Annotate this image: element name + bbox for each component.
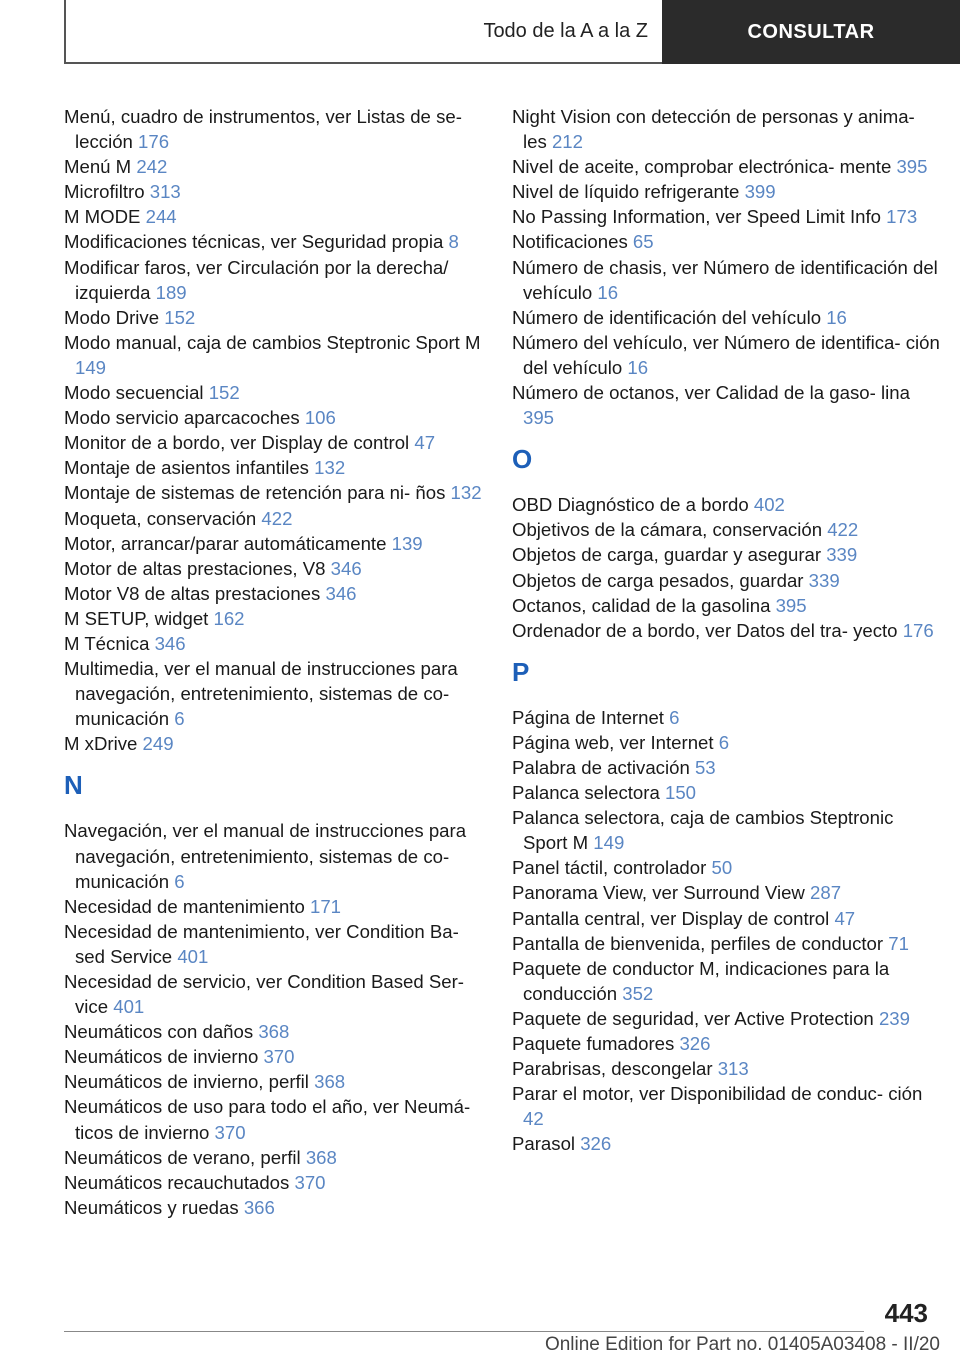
- index-entry: [512, 517, 942, 542]
- page-link[interactable]: 402: [753, 494, 785, 516]
- page-link[interactable]: 401: [113, 996, 145, 1018]
- index-term: No Passing Information, ver Speed Limit Info: [512, 206, 887, 228]
- index-letter-heading: P: [512, 656, 530, 687]
- index-term: Página de Internet: [512, 706, 670, 728]
- page-link[interactable]: 313: [717, 1058, 749, 1080]
- index-term: Parabrisas, descongelar: [512, 1058, 718, 1080]
- index-entry: [512, 229, 942, 254]
- index-entry: [512, 855, 942, 880]
- index-entry: [512, 906, 942, 931]
- index-term: Parasol: [512, 1133, 581, 1155]
- page-link[interactable]: 132: [450, 482, 482, 504]
- page-link[interactable]: 326: [580, 1133, 612, 1155]
- page-link[interactable]: 152: [164, 306, 196, 328]
- page-link[interactable]: 65: [632, 231, 654, 253]
- page-link[interactable]: 212: [551, 131, 583, 153]
- page-link[interactable]: 370: [263, 1046, 295, 1068]
- page-link[interactable]: 152: [208, 382, 240, 404]
- index-term: Número de identificación del vehículo: [512, 306, 827, 328]
- index-entry: [512, 492, 942, 517]
- page-link[interactable]: 6: [174, 870, 185, 892]
- index-column-right: [512, 104, 942, 1156]
- index-term: Menú, cuadro de instrumentos, ver Listas de se‐ lección: [64, 106, 462, 153]
- index-term: Parar el motor, ver Disponibilidad de conduc‐ ción: [512, 1083, 923, 1105]
- index-term: Objetos de carga, guardar y asegurar: [512, 544, 827, 566]
- index-entry: [64, 154, 484, 179]
- header-tab-consultar[interactable]: CONSULTAR: [662, 0, 960, 64]
- page-link[interactable]: 53: [694, 756, 716, 778]
- page-link[interactable]: 401: [177, 945, 209, 967]
- index-entry: [512, 542, 942, 567]
- index-term: Pantalla de bienvenida, perfiles de conductor: [512, 932, 889, 954]
- index-entry: [512, 1006, 942, 1031]
- index-term: Número de octanos, ver Calidad de la gaso‐ lina: [512, 382, 910, 404]
- index-entry: [512, 730, 942, 755]
- index-term: Paquete de seguridad, ver Active Protection: [512, 1007, 879, 1029]
- page-link[interactable]: 370: [214, 1121, 246, 1143]
- index-entry: [64, 531, 484, 556]
- page-link[interactable]: 6: [669, 706, 680, 728]
- index-term: OBD Diagnóstico de a bordo: [512, 494, 754, 516]
- page-link[interactable]: 42: [523, 1108, 544, 1130]
- index-entry: [64, 330, 484, 380]
- index-term: Pantalla central, ver Display de control: [512, 907, 835, 929]
- index-entry: [512, 1031, 942, 1056]
- page-link[interactable]: 189: [155, 281, 187, 303]
- index-term: Octanos, calidad de la gasolina: [512, 594, 776, 616]
- index-term: Motor V8 de altas prestaciones: [64, 582, 326, 604]
- page-link[interactable]: 352: [622, 982, 654, 1004]
- index-term: Neumáticos con daños: [64, 1021, 259, 1043]
- index-entry: [512, 593, 942, 618]
- index-term: Moqueta, conservación: [64, 507, 262, 529]
- index-term: Neumáticos y ruedas: [64, 1196, 244, 1218]
- header-frame: [64, 0, 960, 64]
- index-term: Motor de altas prestaciones, V8: [64, 557, 331, 579]
- page-link[interactable]: 50: [711, 857, 733, 879]
- index-entry: [64, 581, 484, 606]
- index-term: Palanca selectora, caja de cambios Steptronic Sport M: [512, 807, 894, 854]
- page-link[interactable]: 239: [878, 1007, 910, 1029]
- index-letter-heading: O: [512, 444, 533, 475]
- index-entry: [512, 880, 942, 905]
- page-link[interactable]: 16: [597, 281, 619, 303]
- index-column-left: [64, 104, 484, 1220]
- page-link[interactable]: 149: [593, 832, 625, 854]
- index-entry: [64, 455, 484, 480]
- index-entry: [512, 305, 942, 330]
- index-entry: [64, 380, 484, 405]
- page-link[interactable]: 6: [174, 708, 185, 730]
- index-term: M Técnica: [64, 632, 155, 654]
- index-entry: [64, 1195, 484, 1220]
- index-term: Monitor de a bordo, ver Display de control: [64, 432, 415, 454]
- page-link[interactable]: 395: [523, 407, 555, 429]
- index-term: Notificaciones: [512, 231, 633, 253]
- index-term: Night Vision con detección de personas y anima‐ les: [512, 106, 915, 153]
- index-entry: [512, 1131, 942, 1156]
- index-term: Neumáticos de uso para todo el año, ver Neumá‐ ticos de invierno: [64, 1096, 471, 1143]
- index-term: M MODE: [64, 206, 146, 228]
- index-term: Objetos de carga pesados, guardar: [512, 569, 809, 591]
- page-link[interactable]: 346: [154, 632, 186, 654]
- index-term: Motor, arrancar/parar automáticamente: [64, 532, 392, 554]
- index-letter-heading: N: [64, 770, 83, 801]
- index-entry: [512, 780, 942, 805]
- page-link[interactable]: 339: [826, 544, 858, 566]
- index-entry: [512, 568, 942, 593]
- page-link[interactable]: 8: [448, 231, 459, 253]
- index-entry: [64, 1069, 484, 1094]
- page-link[interactable]: 171: [310, 895, 342, 917]
- index-term: Página web, ver Internet: [512, 731, 719, 753]
- index-term: Paquete fumadores: [512, 1033, 680, 1054]
- index-term: Navegación, ver el manual de instrucciones para navegación, entretenimiento, sistemas de co‐ municación: [64, 820, 467, 892]
- index-term: M SETUP, widget: [64, 607, 214, 629]
- index-term: Nivel de líquido refrigerante: [512, 181, 745, 203]
- page-link[interactable]: 139: [391, 532, 423, 554]
- page-link[interactable]: 149: [75, 356, 107, 378]
- index-term: Ordenador de a bordo, ver Datos del tra‐ yecto: [512, 619, 903, 641]
- index-entry: [64, 919, 484, 969]
- index-entry: [512, 179, 942, 204]
- index-term: Neumáticos recauchutados: [64, 1171, 295, 1193]
- index-term: Panorama View, ver Surround View: [512, 882, 811, 904]
- page-number: 443: [884, 1298, 928, 1328]
- footer-edition: Online Edition for Part no. 01405A03408 - II/20: [544, 1334, 940, 1355]
- page-link[interactable]: 422: [261, 507, 293, 529]
- index-entry: [512, 154, 942, 179]
- index-term: Nivel de aceite, comprobar electrónica‐ mente: [512, 156, 897, 178]
- page-link[interactable]: 176: [902, 619, 934, 641]
- page-link[interactable]: 132: [314, 457, 346, 479]
- index-entry: [64, 731, 484, 756]
- page-link[interactable]: 6: [718, 731, 730, 753]
- page-link[interactable]: 368: [258, 1021, 290, 1043]
- index-entry: [64, 179, 484, 204]
- index-term: Panel táctil, controlador: [512, 857, 712, 879]
- page-link[interactable]: 366: [243, 1196, 275, 1218]
- index-entry: [64, 606, 484, 631]
- index-entry: [512, 380, 942, 430]
- index-entry: [512, 755, 942, 780]
- index-term: Neumáticos de invierno, perfil: [64, 1071, 315, 1093]
- index-entry: [64, 305, 484, 330]
- index-entry: [64, 506, 484, 531]
- index-term: Necesidad de mantenimiento: [64, 895, 310, 917]
- index-entry: [512, 956, 942, 1006]
- page-link[interactable]: 249: [142, 733, 174, 755]
- page-link[interactable]: 422: [827, 519, 859, 541]
- index-entry: [64, 229, 484, 254]
- index-term: Neumáticos de invierno: [64, 1046, 264, 1068]
- index-entry: [512, 931, 942, 956]
- index-entry: [64, 818, 484, 893]
- page-link[interactable]: 346: [330, 557, 362, 579]
- page-link[interactable]: 176: [138, 131, 170, 153]
- index-term: Montaje de sistemas de retención para ni‐ ños: [64, 482, 451, 504]
- index-entry: [512, 805, 942, 855]
- page-link[interactable]: 368: [314, 1071, 346, 1093]
- index-term: Modo servicio aparcacoches: [64, 407, 305, 429]
- index-entry: [64, 480, 484, 505]
- index-entry: [64, 1170, 484, 1195]
- page-link[interactable]: 244: [145, 206, 177, 228]
- index-entry: [512, 255, 942, 305]
- index-entry: [64, 969, 484, 1019]
- page-link[interactable]: 370: [294, 1171, 326, 1193]
- page-link[interactable]: 16: [627, 356, 649, 378]
- index-entry: [64, 204, 484, 229]
- index-term: Necesidad de mantenimiento, ver Condition Ba‐ sed Service: [64, 920, 459, 967]
- page-link[interactable]: 395: [896, 156, 928, 178]
- index-entry: [64, 1019, 484, 1044]
- index-term: Número del vehículo, ver Número de identifica‐ ción del vehículo: [512, 331, 940, 378]
- index-term: Objetivos de la cámara, conservación: [512, 519, 828, 541]
- index-entry: [64, 430, 484, 455]
- index-term: Montaje de asientos infantiles: [64, 457, 315, 479]
- page-link[interactable]: 399: [744, 181, 776, 203]
- index-entry: [64, 255, 484, 305]
- page-link[interactable]: 106: [304, 407, 336, 429]
- page-link[interactable]: 287: [810, 882, 842, 904]
- index-term: Modo manual, caja de cambios Steptronic Sport M: [64, 331, 481, 353]
- index-entry: [64, 405, 484, 430]
- page-link[interactable]: 16: [826, 306, 847, 328]
- page-link[interactable]: 368: [305, 1146, 337, 1168]
- index-entry: [512, 618, 942, 643]
- index-entry: [512, 330, 942, 380]
- index-term: Número de chasis, ver Número de identificación del vehículo: [512, 256, 938, 303]
- index-entry: [512, 104, 942, 154]
- page-link[interactable]: 173: [886, 206, 918, 228]
- index-entry: [64, 1044, 484, 1069]
- page-link[interactable]: 395: [775, 594, 807, 616]
- index-entry: [64, 556, 484, 581]
- index-entry: [64, 1094, 484, 1144]
- index-entry: [64, 104, 484, 154]
- index-term: Multimedia, ver el manual de instrucciones para navegación, entretenimiento, sistemas de co‐ municación: [64, 658, 458, 730]
- page-link[interactable]: 47: [834, 907, 856, 929]
- index-entry: [512, 1056, 942, 1081]
- index-term: Modo secuencial: [64, 382, 209, 404]
- index-term: Palabra de activación: [512, 756, 695, 778]
- index-term: Modificaciones técnicas, ver Seguridad propia: [64, 231, 449, 253]
- page-link[interactable]: 326: [679, 1033, 711, 1054]
- page-link[interactable]: 242: [136, 156, 168, 178]
- page-link[interactable]: 339: [808, 569, 840, 591]
- index-term: Necesidad de servicio, ver Condition Based Ser‐ vice: [64, 971, 464, 1018]
- index-entry: [64, 894, 484, 919]
- page-link[interactable]: 162: [213, 607, 245, 629]
- index-entry: [64, 1145, 484, 1170]
- header-section-title[interactable]: Todo de la A a la Z: [483, 19, 648, 42]
- index-entry: [512, 1081, 942, 1131]
- footer-divider: [64, 1331, 864, 1332]
- page-link[interactable]: 71: [888, 932, 909, 954]
- page-link[interactable]: 346: [325, 582, 357, 604]
- index-term: Microfiltro: [64, 181, 150, 203]
- index-entry: [512, 705, 942, 730]
- index-term: Paquete de conductor M, indicaciones para la conducción: [512, 957, 890, 1004]
- page-link[interactable]: 47: [414, 432, 436, 454]
- index-term: Neumáticos de verano, perfil: [64, 1146, 306, 1168]
- index-term: Modificar faros, ver Circulación por la derecha/ izquierda: [64, 256, 449, 303]
- index-entry: [64, 631, 484, 656]
- index-entry: [512, 204, 942, 229]
- index-term: Palanca selectora: [512, 782, 665, 804]
- index-entry: [64, 656, 484, 731]
- index-term: M xDrive: [64, 733, 143, 755]
- page-link[interactable]: 150: [664, 782, 697, 804]
- index-term: Menú M: [64, 156, 137, 178]
- index-term: Modo Drive: [64, 306, 165, 328]
- page-link[interactable]: 313: [149, 181, 181, 203]
